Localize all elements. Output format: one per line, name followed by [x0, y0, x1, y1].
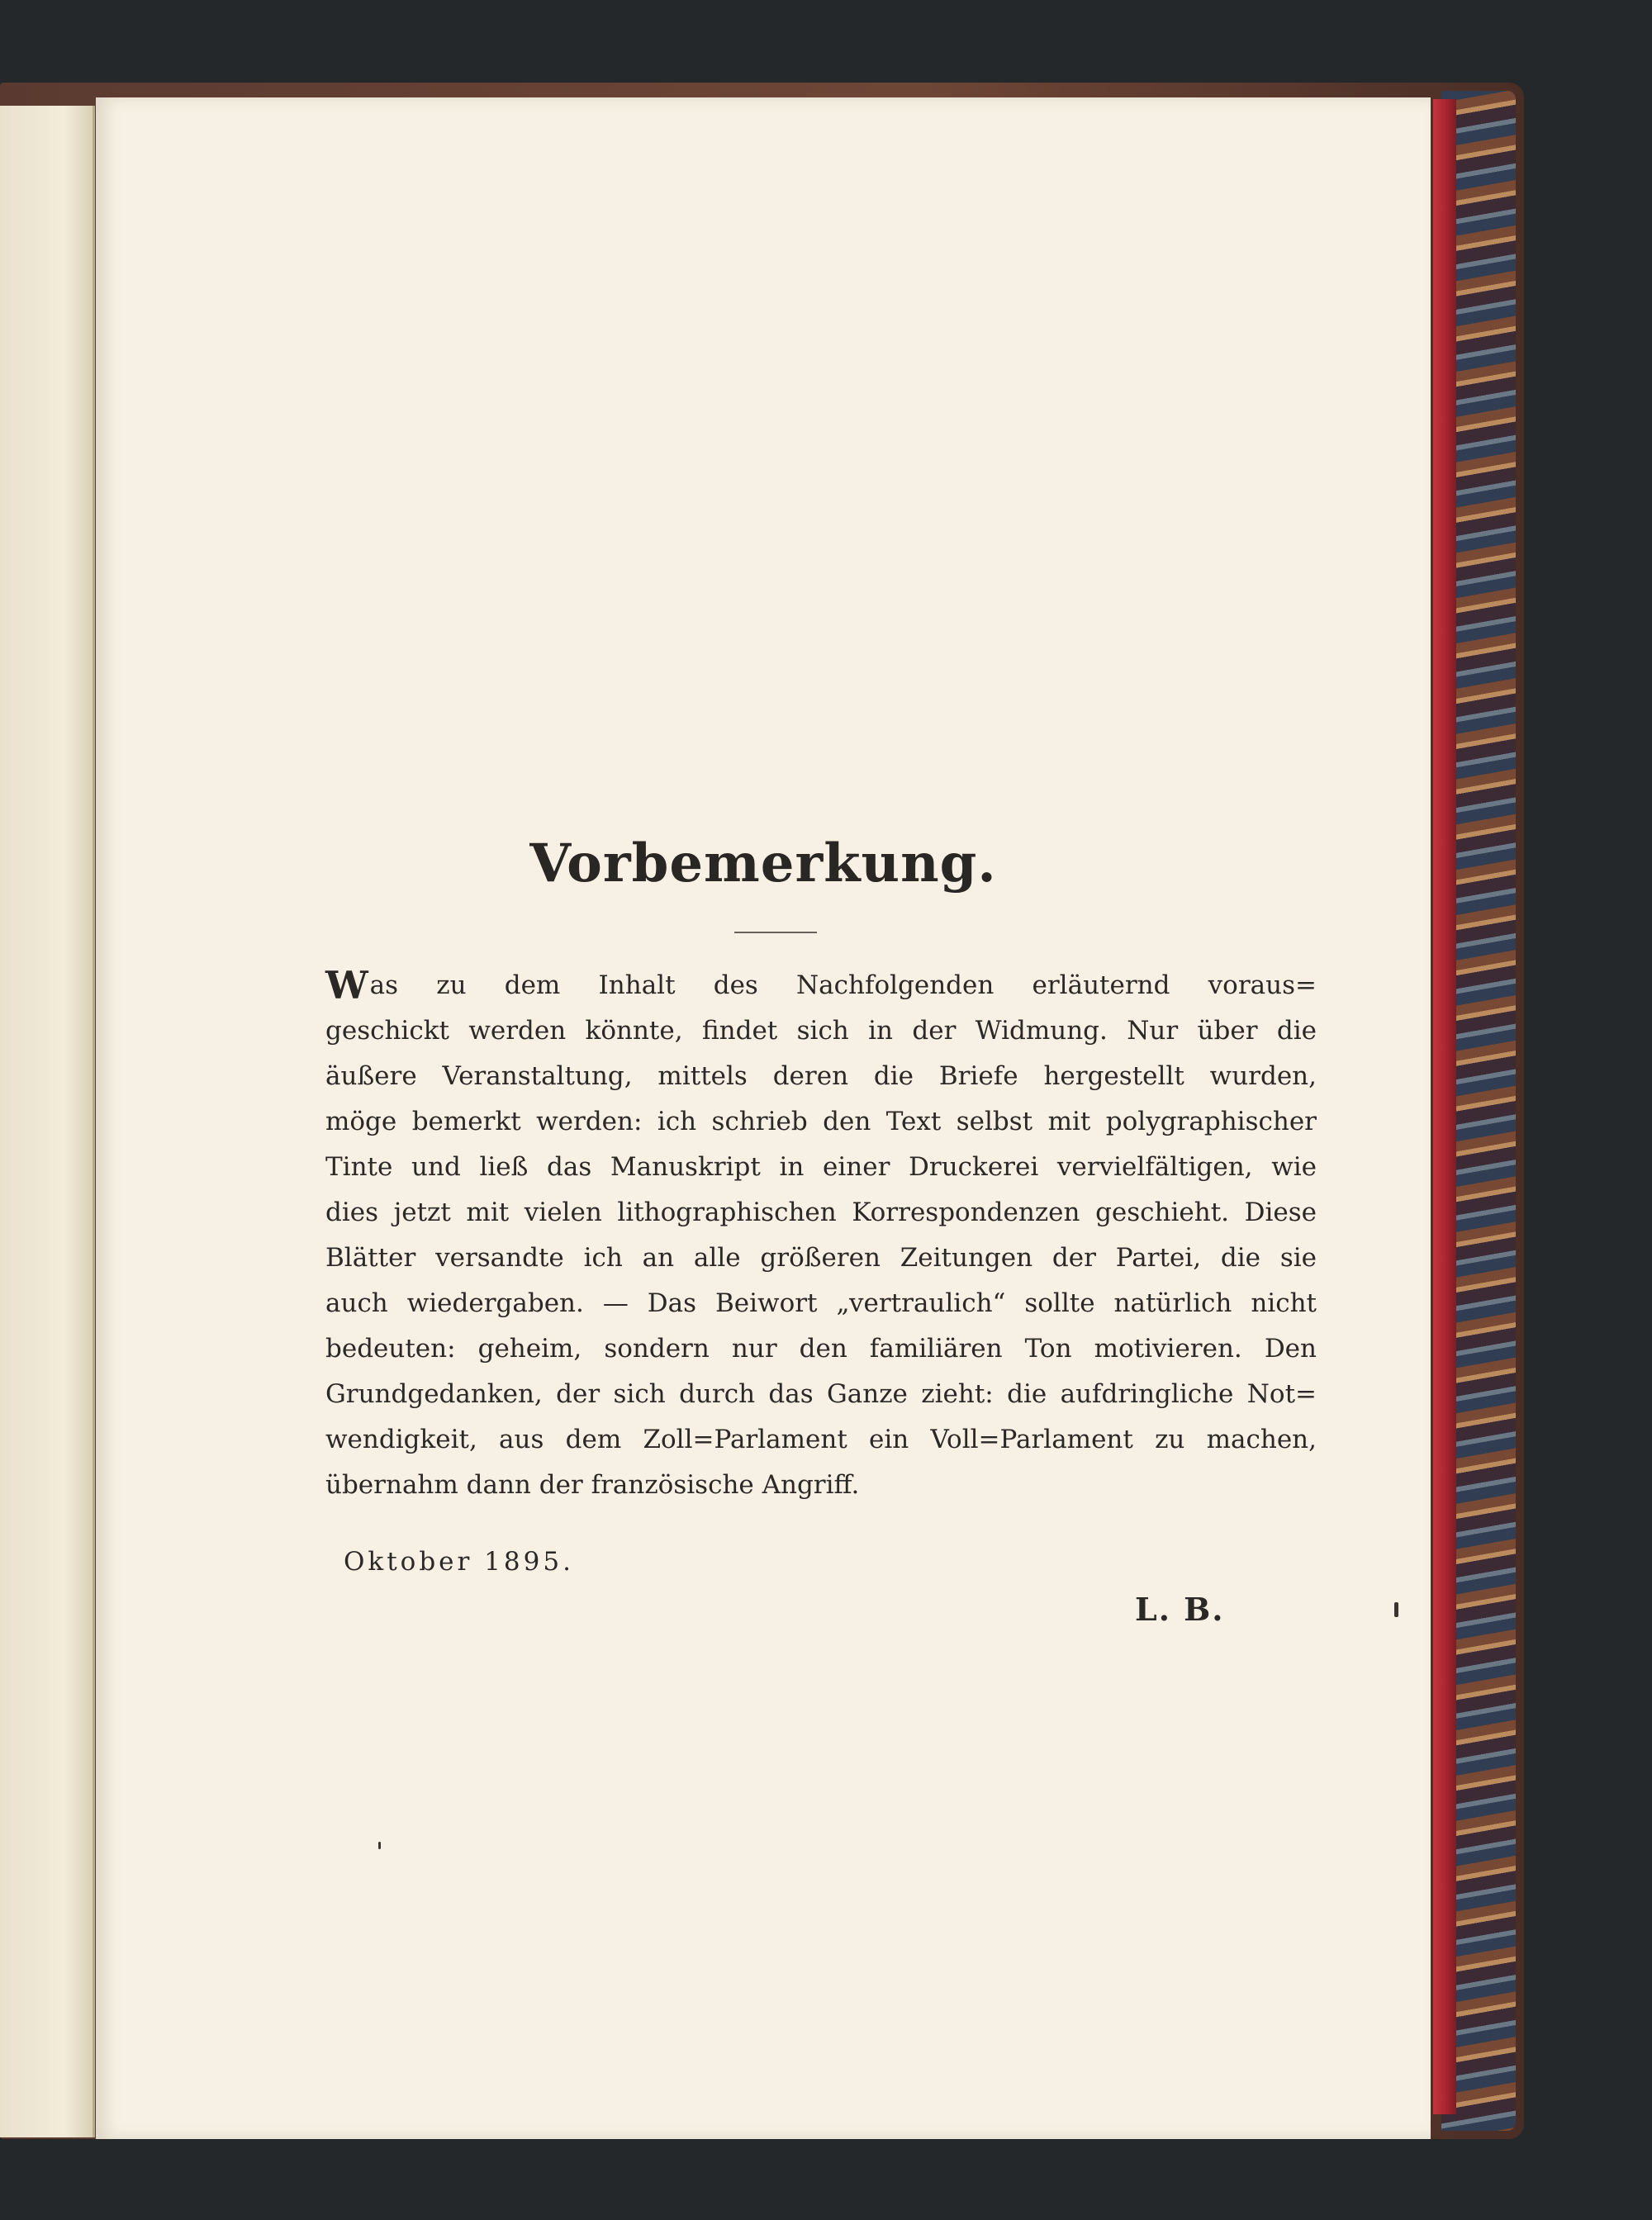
book-page [96, 97, 1431, 2139]
text-line: auch wiedergaben. — Das Beiwort „vertraulich“ sollte natürlich nicht [325, 1288, 1317, 1318]
text-line: dies jetzt mit vielen lithographischen Korrespondenzen geschieht. Diese [325, 1198, 1317, 1227]
page-title: Vorbemerkung. [529, 832, 997, 894]
red-page-edges [1433, 99, 1456, 2114]
text-line: Tinte und ließ das Manuskript in einer Druckerei vervielfältigen, wie [325, 1152, 1317, 1182]
body-paragraph [325, 963, 1317, 1508]
title-divider [734, 932, 817, 933]
text-line: wendigkeit, aus dem Zoll=Parlament ein Voll=Parlament zu machen, [325, 1425, 1317, 1454]
text-line: Grundgedanken, der sich durch das Ganze zieht: die aufdringliche Not= [325, 1379, 1317, 1409]
paper-speck [378, 1842, 381, 1849]
text-line: Was zu dem Inhalt des Nachfolgenden erläuternd voraus= [325, 963, 1317, 1008]
text-line: möge bemerkt werden: ich schrieb den Text selbst mit polygraphischer [325, 1107, 1317, 1136]
left-page-edge [0, 106, 95, 2137]
text-line: geschickt werden könnte, findet sich in der Widmung. Nur über die [325, 1016, 1317, 1046]
drop-cap: W [325, 963, 368, 1008]
text-line: übernahm dann der französische Angriff. [325, 1470, 860, 1500]
date-line: Oktober 1895. [344, 1547, 574, 1577]
text-line: äußere Veranstaltung, mittels deren die Briefe hergestellt wurden, [325, 1061, 1317, 1091]
text-line: Blätter versandte ich an alle größeren Zeitungen der Partei, die sie [325, 1243, 1317, 1273]
text-line: bedeuten: geheim, sondern nur den familiären Ton motivieren. Den [325, 1334, 1317, 1364]
paper-speck [1394, 1602, 1398, 1617]
author-initials: L. B. [1135, 1591, 1225, 1628]
